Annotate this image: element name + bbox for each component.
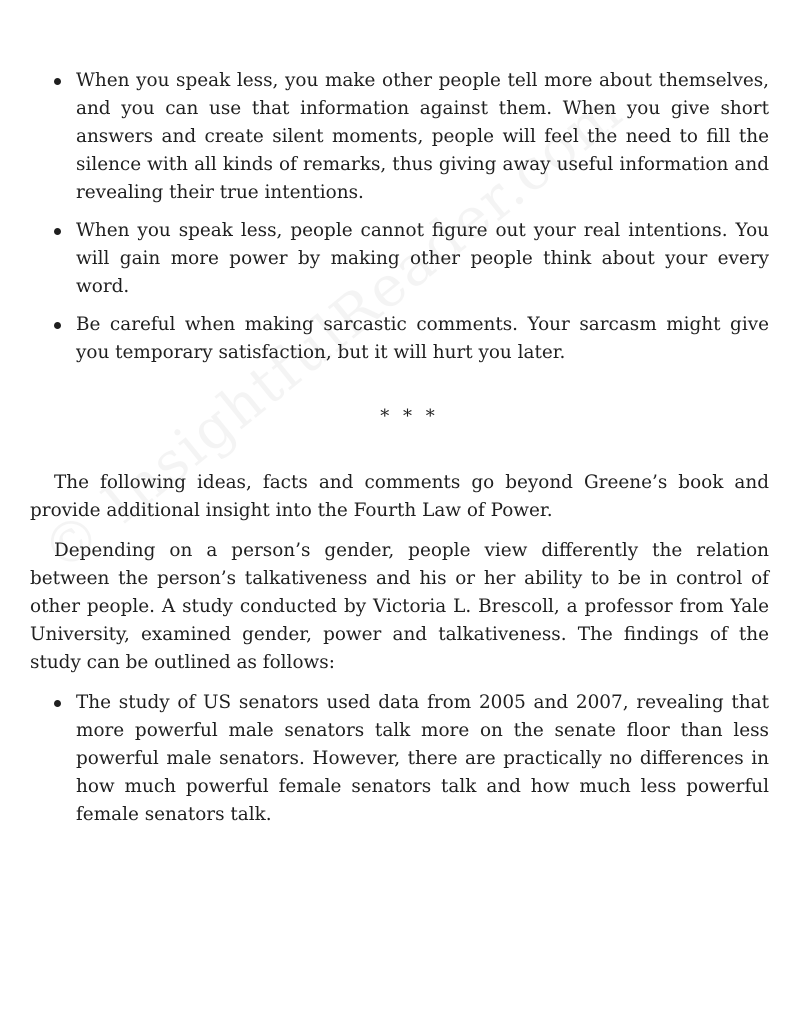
paragraph: The following ideas, facts and comments go beyond Greene’s book and provide additional insight into the Fourth Law of Power.	[30, 472, 769, 521]
page-content	[30, 67, 769, 839]
bullet-icon	[54, 228, 61, 235]
list-item-text: Be careful when making sarcastic comments. Your sarcasm might give you temporary satisfaction, but it will hurt you later.	[76, 314, 769, 363]
bullet-icon	[54, 700, 61, 707]
bullet-icon	[54, 322, 61, 329]
list-item-text: When you speak less, people cannot figure out your real intentions. You will gain more power by making other people think about your every word.	[76, 220, 769, 297]
list-item	[30, 217, 769, 301]
list-item	[30, 311, 769, 367]
paragraph: Depending on a person’s gender, people view differently the relation between the person’s talkativeness and his or her ability to be in control of other people. A study conducted by Victoria L. Brescoll, a professor from Yale University, examined gender, power and talkativeness. The findings of the study can be outlined as follows:	[30, 540, 769, 673]
list-item-text: The study of US senators used data from 2005 and 2007, revealing that more powerful male senators talk more on the senate floor than less powerful male senators. However, there are practically no differences in how much powerful female senators talk and how much less powerful female senators talk.	[76, 692, 769, 825]
list-item	[30, 67, 769, 207]
section-separator: * * *	[380, 406, 439, 427]
list-item-text: When you speak less, you make other people tell more about themselves, and you can use that information against them. When you give short answers and create silent moments, people will feel the need to fill the silence with all kinds of remarks, thus giving away useful information and revealing their true intentions.	[76, 70, 769, 203]
bullet-list-bottom	[30, 689, 769, 829]
bullet-list-top	[30, 67, 769, 367]
list-item	[30, 689, 769, 829]
bullet-icon	[54, 78, 61, 85]
